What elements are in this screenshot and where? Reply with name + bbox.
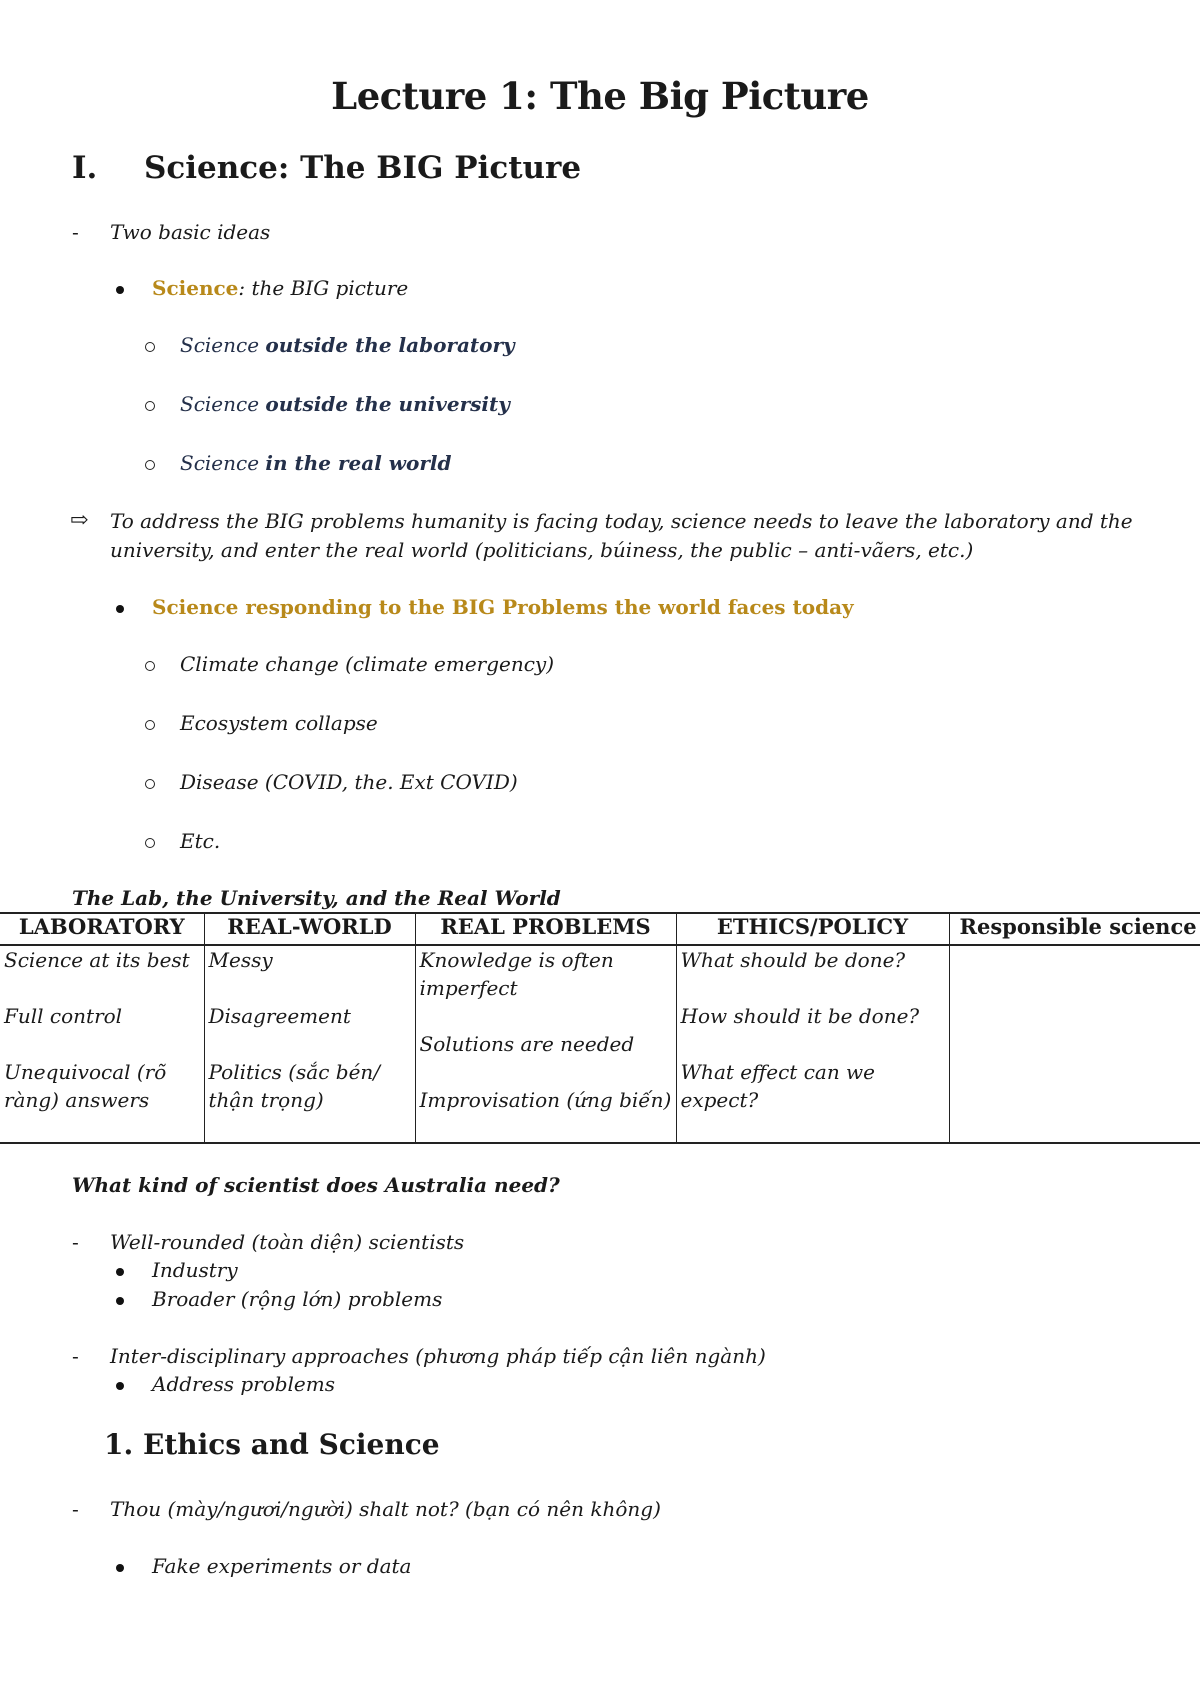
comparison-table bbox=[0, 912, 1200, 1144]
table-caption: The Lab, the University, and the Real World bbox=[72, 886, 561, 910]
list1-text: Well-rounded (toàn diện) scientists bbox=[110, 1230, 465, 1254]
bullet-circle-icon bbox=[145, 401, 155, 411]
table-row bbox=[0, 945, 1200, 1143]
bullet-circle-icon bbox=[145, 838, 155, 848]
table-header-cell: REAL PROBLEMS bbox=[415, 913, 676, 945]
question-heading: What kind of scientist does Australia need? bbox=[72, 1173, 560, 1197]
idea2-heading: Science responding to the BIG Problems the world faces today bbox=[152, 595, 854, 619]
dash-bullet: - bbox=[72, 1230, 79, 1254]
bullet-dot-icon bbox=[116, 1268, 124, 1276]
idea1-item-emphasis: in the real world bbox=[265, 451, 452, 475]
conclusion-line-1: To address the BIG problems humanity is facing today, science needs to leave the laboratory and the bbox=[110, 509, 1133, 533]
intro-text: Two basic ideas bbox=[110, 220, 271, 244]
idea1-item-prefix: Science bbox=[180, 451, 266, 475]
cell-text: What should be done? bbox=[680, 948, 906, 972]
bullet-circle-icon bbox=[145, 342, 155, 352]
list1-item: Broader (rộng lớn) problems bbox=[152, 1287, 443, 1311]
cell-text: Messy bbox=[208, 948, 273, 972]
bullet-circle-icon bbox=[145, 460, 155, 470]
cell-text: Solutions are needed bbox=[419, 1032, 635, 1056]
idea1-item-prefix: Science bbox=[180, 333, 266, 357]
list2-text: Inter-disciplinary approaches (phương pháp tiếp cận liên ngành) bbox=[110, 1344, 766, 1368]
table-cell-real-world bbox=[204, 945, 415, 1143]
table-header-cell: LABORATORY bbox=[0, 913, 204, 945]
arrow-right-icon: ⇨ bbox=[70, 507, 89, 533]
bullet-dot-icon bbox=[116, 286, 124, 294]
idea1-label: Science bbox=[152, 276, 239, 300]
idea2-item: Ecosystem collapse bbox=[180, 711, 378, 735]
dash-bullet: - bbox=[72, 220, 79, 244]
idea2-item: Climate change (climate emergency) bbox=[180, 652, 555, 676]
table-header-row bbox=[0, 913, 1200, 945]
bullet-dot-icon bbox=[116, 605, 124, 613]
section-title: Science: The BIG Picture bbox=[144, 150, 582, 186]
idea2-item: Disease (COVID, the. Ext COVID) bbox=[180, 770, 518, 794]
bullet-dot-icon bbox=[116, 1297, 124, 1305]
idea1-item-emphasis: outside the university bbox=[265, 392, 510, 416]
bullet-circle-icon bbox=[145, 779, 155, 789]
dash-bullet: - bbox=[72, 1497, 79, 1521]
table-header-cell: REAL-WORLD bbox=[204, 913, 415, 945]
cell-text: Improvisation (ứng biến) bbox=[419, 1088, 672, 1112]
list1-item: Industry bbox=[152, 1258, 238, 1282]
cell-text: Politics (sắc bén/ thận trọng) bbox=[208, 1060, 381, 1112]
idea2-item: Etc. bbox=[180, 829, 221, 853]
idea1-item-emphasis: outside the laboratory bbox=[265, 333, 515, 357]
idea1-item-prefix: Science bbox=[180, 392, 266, 416]
section-number: I. bbox=[72, 150, 98, 186]
cell-text: Unequivocal (rõ ràng) answers bbox=[4, 1060, 167, 1112]
cell-text: Full control bbox=[4, 1004, 123, 1028]
idea1-item bbox=[180, 451, 451, 475]
table-cell-laboratory bbox=[0, 945, 204, 1143]
subsection-heading: 1. Ethics and Science bbox=[104, 1428, 440, 1461]
bullet-circle-icon bbox=[145, 661, 155, 671]
list3-text: Thou (mày/ngươi/người) shalt not? (bạn có nên không) bbox=[110, 1497, 661, 1521]
bullet-dot-icon bbox=[116, 1382, 124, 1390]
bullet-dot-icon bbox=[116, 1564, 124, 1572]
table-header-cell: Responsible science bbox=[949, 913, 1200, 945]
cell-text: Knowledge is often imperfect bbox=[419, 948, 614, 1000]
idea1-item bbox=[180, 392, 510, 416]
table-cell-responsible-science bbox=[949, 945, 1200, 1143]
idea1-rest: : the BIG picture bbox=[238, 276, 409, 300]
page-title: Lecture 1: The Big Picture bbox=[331, 74, 869, 118]
cell-text: What effect can we expect? bbox=[680, 1060, 876, 1112]
cell-text: Science at its best bbox=[4, 948, 190, 972]
idea1-heading bbox=[152, 276, 408, 300]
table-cell-real-problems bbox=[415, 945, 676, 1143]
cell-text: How should it be done? bbox=[680, 1004, 920, 1028]
table-header-cell: ETHICS/POLICY bbox=[676, 913, 949, 945]
dash-bullet: - bbox=[72, 1344, 79, 1368]
cell-text: Disagreement bbox=[208, 1004, 351, 1028]
idea1-item bbox=[180, 333, 515, 357]
table-cell-ethics-policy bbox=[676, 945, 949, 1143]
bullet-circle-icon bbox=[145, 720, 155, 730]
list2-item: Address problems bbox=[152, 1372, 335, 1396]
conclusion-line-2: university, and enter the real world (politicians, búiness, the public – anti-vãers, etc.) bbox=[110, 538, 974, 562]
list3-item: Fake experiments or data bbox=[152, 1554, 412, 1578]
